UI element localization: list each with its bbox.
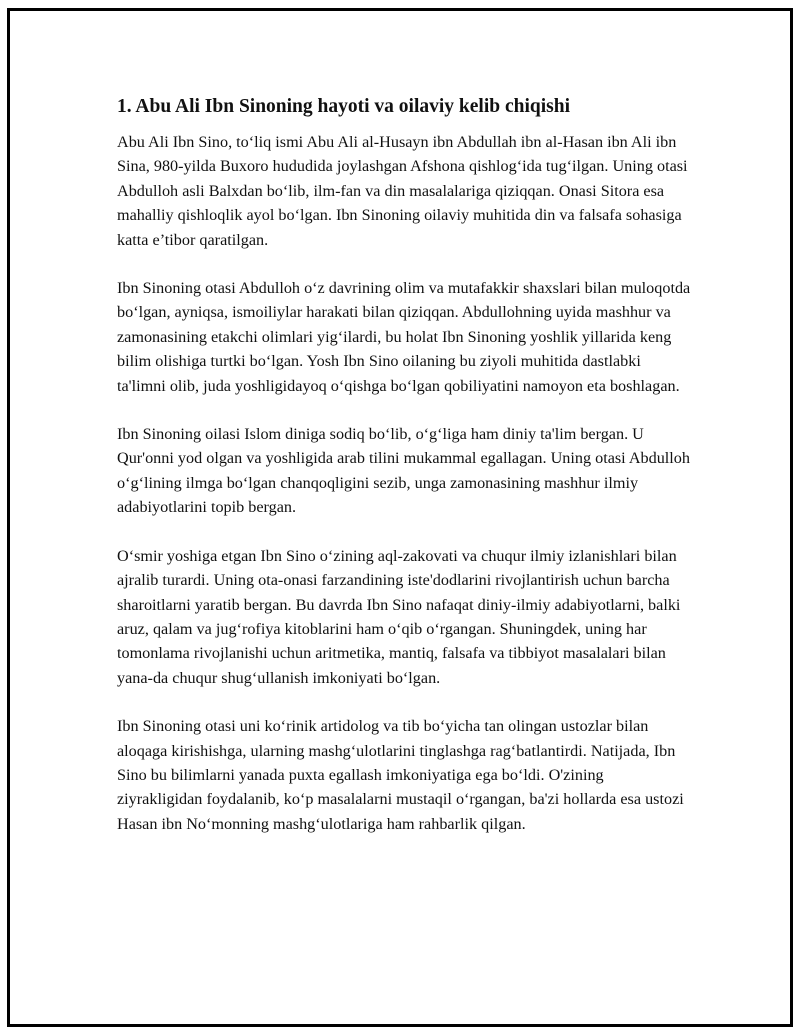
paragraph-2: Ibn Sinoning otasi Abdulloh o‘z davrining olim va mutafakkir shaxslari bilan muloqotda bo‘lgan, ayniqsa, ismoiliylar harakati bilan qiziqqan. Abdullohning uyida mashhur va zamonasining etakchi olimlari yig‘ilardi, bu holat Ibn Sinoning yoshlik yillarida keng bilim olishiga turtki bo‘lgan. Yosh Ibn Sino oilaning bu ziyoli muhitida dastlabki ta'limni olib, juda yoshligidayoq o‘qishga bo‘lgan qobiliyatini namoyon eta boshlagan. bbox=[117, 279, 691, 395]
paragraph-4: O‘smir yoshiga etgan Ibn Sino o‘zining aql-zakovati va chuqur ilmiy izlanishlari bilan ajralib turardi. Uning ota-onasi farzandining iste'dodlarini rivojlantirish uchun barcha sharoitlarni yaratib bergan. Bu davrda Ibn Sino nafaqat diniy-ilmiy adabiyotlarni, balki aruz, qalam va jug‘rofiya kitoblarini ham o‘qib o‘rgangan. Shuningdek, uning har tomonlama rivojlanishi uchun aritmetika, mantiq, falsafa va tibbiyot masalalari bilan yana-da chuqur shug‘ullanish imkoniyati bo‘lgan. bbox=[117, 546, 681, 687]
paragraph-3: Ibn Sinoning oilasi Islom diniga sodiq bo‘lib, o‘g‘liga ham diniy ta'lim bergan. U Qur'onni yod olgan va yoshligida arab tilini mukammal egallagan. Uning otasi Abdulloh o‘g‘lining ilmga bo‘lgan chanqoqligini sezib, unga zamonasining mashhur ilmiy adabiyotlarini topib bergan. bbox=[117, 425, 690, 517]
section-heading: 1. Abu Ali Ibn Sinoning hayoti va oilaviy kelib chiqishi bbox=[117, 96, 571, 117]
document-body bbox=[117, 94, 692, 860]
paragraph-1: Abu Ali Ibn Sino, to‘liq ismi Abu Ali al-Husayn ibn Abdullah ibn al-Hasan ibn Ali ibn Sina, 980-yilda Buxoro hududida joylashgan Afshona qishlog‘ida tug‘ilgan. Uning otasi Abdulloh asli Balxdan bo‘lib, ilm-fan va din masalalariga qiziqqan. Onasi Sitora esa mahalliy qishloqlik ayol bo‘lgan. Ibn Sinoning oilaviy muhitida din va falsafa sohasiga katta e’tibor qaratilgan. bbox=[117, 133, 688, 249]
paragraph-5: Ibn Sinoning otasi uni ko‘rinik artidolog va tib bo‘yicha tan olingan ustozlar bilan aloqaga kirishishga, ularning mashg‘ulotlarini tinglashga rag‘batlantirdi. Natijada, Ibn Sino bu bilimlarni yanada puxta egallash imkoniyatiga ega bo‘ldi. O'zining ziyrakligidan foydalanib, ko‘p masalalarni mustaqil o‘rgangan, ba'zi hollarda esa ustozi Hasan ibn No‘monning mashg‘ulotlariga ham rahbarlik qilgan. bbox=[117, 717, 684, 833]
